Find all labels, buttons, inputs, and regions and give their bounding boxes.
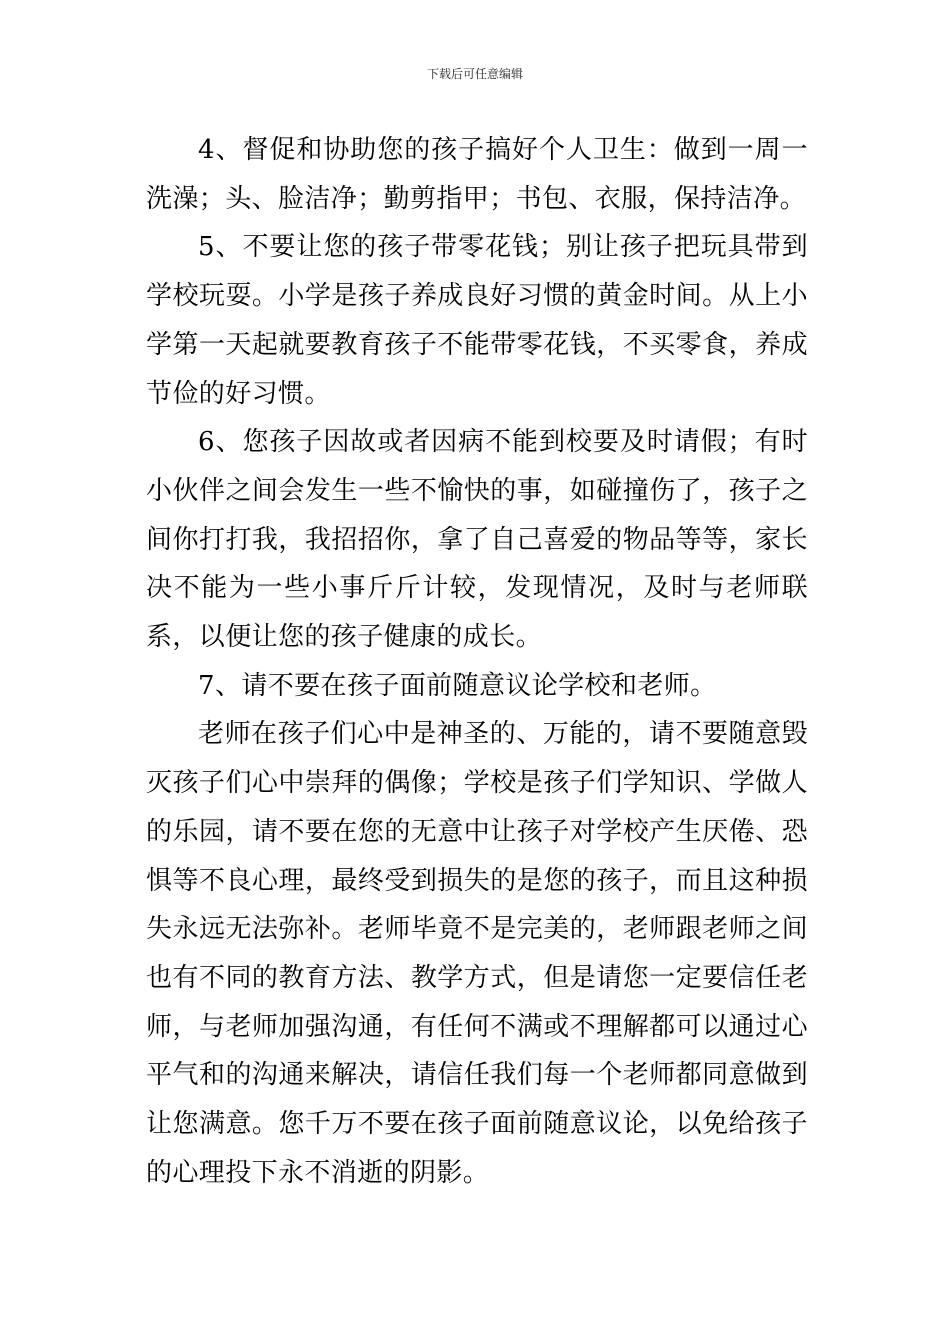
paragraph-teacher-respect: 老师在孩子们心中是神圣的、万能的，请不要随意毁灭孩子们心中崇拜的偶像；学校是孩子们学知识、学做人的乐园，请不要在您的无意中让孩子对学校产生厌倦、恐惧等不良心理，最终受到损失的是您的孩子，而且这种损失永远无法弥补。老师毕竟不是完美的，老师跟老师之间也有不同的教育方法、教学方式，但是请您一定要信任老师，与老师加强沟通，有任何不满或不理解都可以通过心平气和的沟通来解决，请信任我们每一个老师都同意做到让您满意。您千万不要在孩子面前随意议论，以免给孩子的心理投下永不消逝的阴影。 xyxy=(146,719,808,1188)
paragraph-item-4: 4、督促和协助您的孩子搞好个人卫生：做到一周一洗澡；头、脸洁净；勤剪指甲；书包、衣服，保持洁净。 xyxy=(146,135,808,214)
page-header: 下载后可任意编辑 xyxy=(426,67,523,81)
paragraph-item-6: 6、您孩子因故或者因病不能到校要及时请假；有时小伙伴之间会发生一些不愉快的事，如碰撞伤了，孩子之间你打打我，我招招你，拿了自己喜爱的物品等等，家长决不能为一些小事斤斤计较，发现情况，及时与老师联系，以便让您的孩子健康的成长。 xyxy=(146,427,808,653)
document-body xyxy=(146,126,808,1197)
paragraph-item-7: 7、请不要在孩子面前随意议论学校和老师。 xyxy=(198,670,717,701)
paragraph-item-5: 5、不要让您的孩子带零花钱；别让孩子把玩具带到学校玩耍。小学是孩子养成良好习惯的黄金时间。从上小学第一天起就要教育孩子不能带零花钱，不买零食，养成节俭的好习惯。 xyxy=(146,232,808,409)
